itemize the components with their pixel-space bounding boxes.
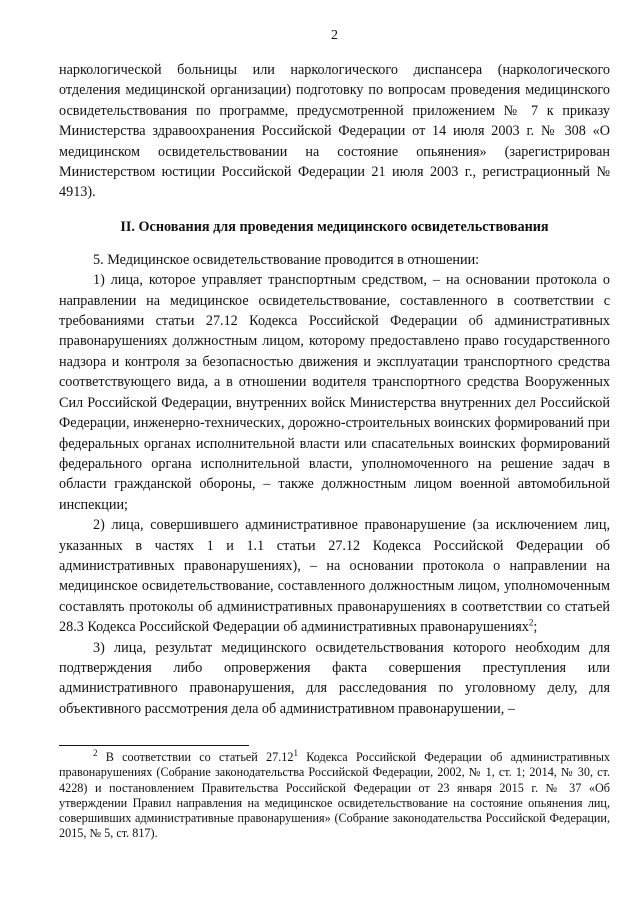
footnote-text-b: Кодекса Российской Федерации об административных правонарушениях (Собрание законодательства Российской Федерации, 2002, № 1, ст. 1; 2014, № 30, ст. 4228) и постановлением Правительства Российской Федерации от 23 января 2015 г. № 37 «Об утверждении Правил направления на медицинское освидетельствование на состояние опьянения лиц, совершивших административные правонарушения» (Собрание законодательства Российской Федерации, 2015, № 5, ст. 817). — [59, 750, 610, 841]
item-5-1: 1) лица, которое управляет транспортным средством, – на основании протокола о направлении на медицинское освидетельствование, составленного в соответствии с требованиями статьи 27.12 Кодекса Российской Федерации об административных правонарушениях должностным лицом, которому предоставлено право государственного надзора и контроля за безопасностью движения и эксплуатации транспортного средства соответствующего вида, а в отношении водителя транспортного средства Вооруженных Сил Российской Федерации, внутренних войск Министерства внутренних дел Российской Федерации, инженерно-технических, дорожно-строительных воинских формирований при федеральных органах исполнительной власти или спасательных воинских формирований федерального органа исполнительной власти, уполномоченного на решение задач в области гражданской обороны, – также должностным лицом военной автомобильной инспекции; — [59, 272, 610, 513]
footnote — [59, 750, 610, 841]
footnote-reference: 2 — [528, 617, 534, 628]
section-heading: II. Основания для проведения медицинского освидетельствования — [120, 218, 549, 235]
item-5-2-end: ; — [533, 619, 538, 636]
item-5: 5. Медицинское освидетельствование проводится в отношении: — [93, 251, 480, 268]
footnote-divider — [59, 745, 249, 746]
item-5-3: 3) лица, результат медицинского освидетельствования которого необходим для подтверждения либо опровержения факта совершения преступления или административного правонарушения, для расследования по уголовному делу, для объективного рассмотрения дела об административном правонарушении, – — [59, 639, 610, 717]
item-5-2 — [59, 515, 610, 637]
page-number: 2 — [331, 28, 338, 43]
footnote-text-a: В соответствии со статьей 27.12 — [97, 750, 294, 765]
item-5-2-text: 2) лица, совершившего административное правонарушение (за исключением лиц, указанных в частях 1 и 1.1 статьи 27.12 Кодекса Российской Федерации об административных правонарушениях), – на основании протокола о направлении на медицинское освидетельствование, составленного должностным лицом, уполномоченным составлять протоколы об административных правонарушениях в соответствии со статьей 28.3 Кодекса Российской Федерации об административных правонарушениях — [59, 517, 610, 636]
footnote-article-sup: 1 — [293, 748, 298, 759]
footnote-marker: 2 — [93, 748, 98, 759]
intro-paragraph: наркологической больницы или наркологического диспансера (наркологического отделения медицинской организации) подготовку по вопросам проведения медицинского освидетельствования по программе, предусмотренной приложением № 7 к приказу Министерства здравоохранения Российской Федерации от 14 июля 2003 г. № 308 «О медицинском освидетельствовании на состояние опьянения» (зарегистрирован Министерством юстиции Российской Федерации 21 июля 2003 г., регистрационный № 4913). — [59, 62, 610, 201]
